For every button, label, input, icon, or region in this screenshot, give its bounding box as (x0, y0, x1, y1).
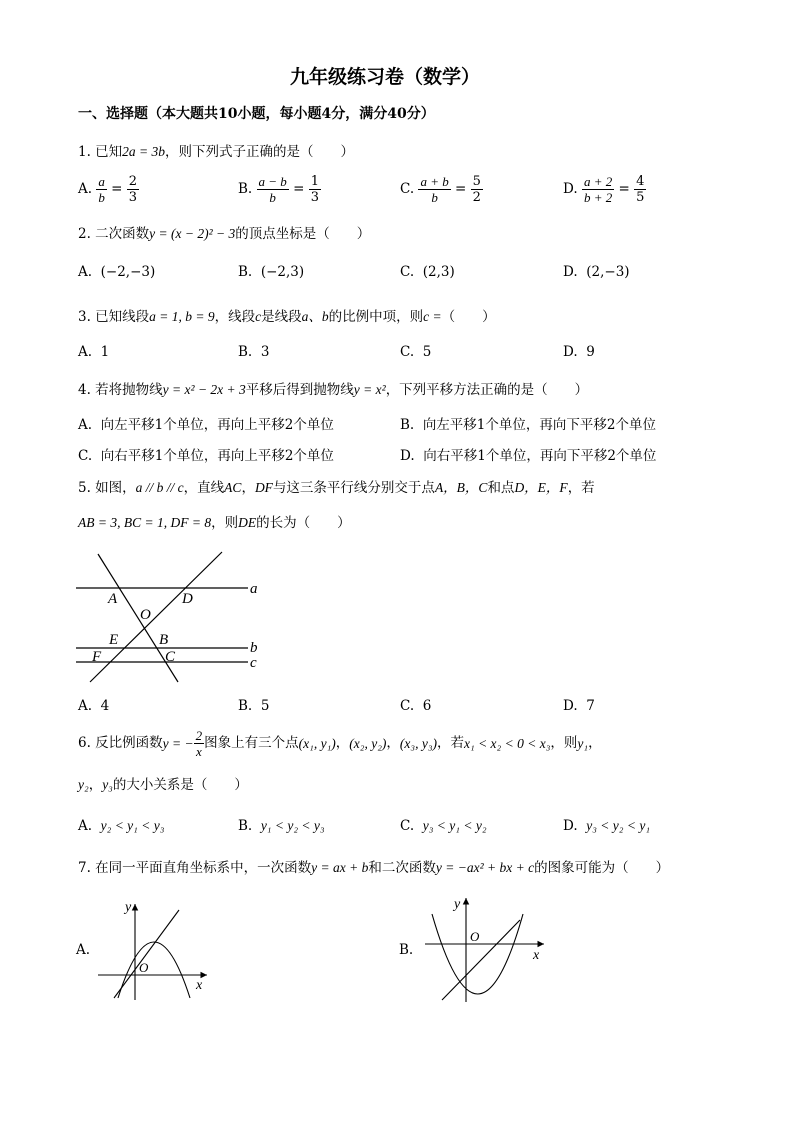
q5-pts2: D，E，F (514, 480, 568, 495)
q2-option-b[interactable] (238, 266, 304, 280)
denominator: b (269, 190, 276, 205)
y-label: y (454, 897, 461, 912)
denominator: 3 (310, 190, 319, 205)
question-2-stem (78, 227, 370, 242)
q5-mid2: ，则 (211, 515, 239, 531)
y-label: y (125, 900, 132, 915)
q4-stem-mid: 平移后得到抛物线 (245, 382, 354, 398)
section-heading: 一、选择题（本大题共10小题，每小题4分，满分40分） (78, 106, 435, 122)
option-label: D. (563, 818, 578, 834)
q3-option-c[interactable] (400, 346, 431, 360)
q3-stem-mid2: 是线段 (261, 309, 302, 325)
numerator: a (98, 174, 105, 189)
option-label: A. (78, 344, 93, 360)
option-text: 向左平移1个单位，再向下平移2个单位 (422, 417, 656, 433)
question-3-stem (78, 310, 496, 325)
option-text: (−2,3) (260, 264, 305, 280)
q6-fraction (194, 728, 205, 759)
q2-stem-post: 的顶点坐标是（ ） (235, 226, 371, 242)
question-7-stem (78, 861, 669, 876)
question-1-stem (78, 145, 354, 160)
q7-mid: 和二次函数 (368, 860, 436, 876)
fraction (471, 174, 483, 205)
denominator: x (196, 744, 202, 759)
q6-p1: (x₁, y₁) (298, 736, 336, 751)
option-text: (2,3) (422, 264, 455, 280)
q6-y1: y₁ (577, 736, 589, 751)
q5-end: ，若 (567, 480, 595, 496)
q6-option-c[interactable] (400, 819, 487, 834)
numerator: a + b (420, 174, 449, 189)
q6-p3: (x₃, y₃) (399, 736, 438, 751)
option-label: B. (238, 181, 253, 197)
denominator: b (98, 190, 105, 205)
option-text: 1 (100, 344, 110, 360)
option-label: A. (78, 417, 93, 433)
q2-option-a[interactable] (78, 266, 155, 280)
option-label: C. (400, 818, 415, 834)
label-E: E (109, 632, 119, 648)
q3-stem-expr: a = 1, b = 9 (149, 309, 215, 324)
option-text: 9 (586, 344, 595, 360)
denominator: b (431, 190, 438, 205)
q1-option-a[interactable]: A. $\frac{a}{b}$ = $\frac{2}{3}$ (78, 174, 138, 205)
q5-df: DF (254, 480, 273, 495)
q7-option-a-graph[interactable] (92, 894, 222, 1004)
q3-option-a[interactable] (78, 346, 109, 360)
q1-option-b[interactable]: B. $\frac{a - b}{b}$ = $\frac{1}{3}$ (238, 174, 319, 205)
option-label: C. (400, 344, 415, 360)
option-text: (2,−3) (586, 264, 630, 280)
q5-pts1: A，B，C (434, 480, 488, 495)
q5-post: 与这三条平行线分别交于点 (272, 480, 435, 496)
q2-option-d[interactable] (563, 266, 630, 280)
q5-and: 和点 (487, 480, 515, 496)
option-text: (−2,−3) (100, 264, 156, 280)
option-text: y₃ < y₁ < y₂ (422, 818, 487, 833)
q6-option-d[interactable] (563, 819, 650, 834)
denominator: 3 (128, 190, 138, 205)
q6-y3: y₃ (102, 777, 113, 792)
option-text: 5 (260, 698, 270, 714)
q5-option-c[interactable] (400, 700, 431, 714)
q4-option-a[interactable] (78, 419, 334, 433)
fraction (634, 174, 646, 205)
q4-option-c[interactable] (78, 450, 334, 464)
fraction (96, 174, 107, 205)
page-title: 九年级练习卷（数学） (290, 66, 481, 88)
fraction (127, 174, 139, 205)
q1-stem-expr: 2a = 3b (122, 144, 166, 159)
label-b: b (250, 640, 258, 656)
option-label: A. (78, 181, 93, 197)
option-label: C. (400, 264, 415, 280)
question-4-stem (78, 383, 588, 398)
option-text: y₁ < y₂ < y₃ (260, 818, 325, 833)
option-label: B. (238, 698, 253, 714)
q6-mid: 图象上有三个点 (204, 735, 299, 751)
q6-then: ，则 (550, 735, 578, 751)
label-A: A (108, 591, 118, 607)
q5-ac: AC (224, 480, 242, 495)
question-5-stem-line1 (78, 481, 595, 496)
q3-stem-ab: a、b (301, 309, 329, 324)
label-a: a (250, 581, 258, 597)
q1-option-d[interactable]: D. $\frac{a + 2}{b + 2}$ = $\frac{4}{5}$ (563, 174, 645, 205)
q6-cond: x₁ < x₂ < 0 < x₃ (464, 736, 551, 751)
q7-option-a-label[interactable]: A. (76, 942, 91, 958)
q4-option-d[interactable] (400, 450, 656, 464)
option-text: 4 (100, 698, 110, 714)
q5-post2: 的长为（ ） (256, 515, 351, 531)
origin-label: O (470, 929, 480, 944)
option-label: B. (400, 417, 415, 433)
q1-stem-pre: 1. 已知 (78, 144, 123, 160)
numerator: a + 2 (583, 174, 613, 189)
q4-stem-expr2: y = x² (353, 382, 386, 397)
option-text: y₃ < y₂ < y₁ (586, 818, 651, 833)
q2-stem-expr: y = (x − 2)² − 3 (149, 226, 236, 241)
label-O: O (140, 607, 151, 623)
q3-stem-pre: 3. 已知线段 (78, 309, 150, 325)
q3-stem-ceq: c = (423, 309, 442, 324)
fraction (418, 174, 450, 205)
q6-cond-pre: ，若 (437, 735, 465, 751)
q7-pre: 7. 在同一平面直角坐标系中，一次函数 (78, 860, 312, 876)
q5-option-d[interactable] (563, 700, 595, 714)
q4-stem-expr1: y = x² − 2x + 3 (162, 382, 246, 397)
option-label: C. (400, 181, 415, 197)
fraction (582, 174, 614, 205)
label-B: B (159, 632, 169, 648)
option-text: 3 (260, 344, 270, 360)
option-text: 7 (586, 698, 595, 714)
q3-option-b[interactable] (238, 346, 269, 360)
fraction (257, 174, 289, 205)
q2-option-c[interactable] (400, 266, 455, 280)
option-text: y₂ < y₁ < y₃ (100, 818, 165, 833)
parabola-graph (118, 942, 190, 998)
q6-y: y = − (162, 736, 194, 751)
q1-stem-post: ，则下列式子正确的是（ ） (165, 144, 355, 160)
q5-mid: ，直线 (183, 480, 225, 496)
linear-graph (114, 910, 179, 998)
q5-option-a[interactable] (78, 700, 109, 714)
option-label: D. (563, 344, 578, 360)
option-label: A. (78, 698, 93, 714)
option-text: 5 (422, 344, 432, 360)
q1-option-c[interactable]: C. $\frac{a + b}{b}$ = $\frac{5}{2}$ (400, 174, 481, 205)
q7-expr1: y = ax + b (311, 860, 369, 875)
fraction (309, 174, 321, 205)
q2-stem-pre: 2. 二次函数 (78, 226, 150, 242)
question-6-stem-line2: y₂，y₃的大小关系是（ ） (78, 777, 248, 793)
option-text: 向左平移1个单位，再向上平移2个单位 (100, 417, 334, 433)
option-text: 向右平移1个单位，再向下平移2个单位 (423, 448, 657, 464)
option-label: D. (563, 264, 578, 280)
q3-option-d[interactable] (563, 346, 595, 360)
option-text: 6 (422, 698, 432, 714)
q6-option-b[interactable] (238, 819, 325, 834)
q5-comma: ， (241, 480, 255, 496)
option-label: A. (78, 818, 93, 834)
q5-option-b[interactable] (238, 700, 269, 714)
label-C: C (165, 649, 176, 665)
q3-stem-c: c (255, 309, 262, 324)
q3-stem-post: （ ） (441, 309, 496, 325)
q7-expr2: y = −ax² + bx + c (435, 860, 535, 875)
option-text: 向右平移1个单位，再向上平移2个单位 (100, 448, 334, 464)
q5-expr2: AB = 3, BC = 1, DF = 8 (78, 515, 212, 530)
q3-stem-mid1: ，线段 (214, 309, 256, 325)
label-F: F (92, 649, 102, 665)
label-c: c (250, 655, 257, 671)
label-D: D (182, 591, 193, 607)
denominator: b + 2 (583, 190, 613, 205)
question-5-stem-line2 (78, 516, 351, 531)
option-label: D. (563, 698, 578, 714)
question-6-stem-line1: 6. 反比例函数y = − $\frac{2}{x}$ 图象上有三个点(x₁, y₁)，(x₂, y₂)，(x₃, y₃)，若x₁ < x₂ < 0 < x₃，则y₁， (78, 728, 602, 759)
denominator: 5 (636, 190, 645, 205)
option-label: B. (238, 818, 253, 834)
q7-option-b-label[interactable]: B. (399, 942, 414, 958)
option-label: B. (238, 264, 253, 280)
origin-label: O (139, 960, 149, 975)
linear-graph (442, 920, 520, 1000)
q5-figure (72, 548, 272, 688)
numerator: 2 (195, 728, 203, 743)
option-label: D. (563, 181, 578, 197)
q3-stem-mid3: 的比例中项，则 (328, 309, 424, 325)
q6-post: 的大小关系是（ ） (112, 777, 248, 793)
q6-option-a[interactable] (78, 819, 164, 834)
q5-pre: 5. 如图， (78, 480, 136, 496)
option-label: A. (78, 264, 93, 280)
q6-p2: (x₂, y₂) (349, 736, 387, 751)
option-label: D. (400, 448, 415, 464)
numerator: 1 (310, 174, 319, 189)
option-label: C. (400, 698, 415, 714)
option-label: C. (78, 448, 93, 464)
q5-expr: a // b // c (135, 480, 184, 495)
numerator: 5 (472, 174, 481, 189)
q5-de: DE (238, 515, 257, 530)
x-label: x (196, 978, 203, 993)
parabola-graph (432, 914, 523, 994)
numerator: 2 (128, 174, 138, 189)
q4-stem-post: ，下列平移方法正确的是（ ） (385, 382, 589, 398)
q7-option-b-graph[interactable] (420, 892, 555, 1007)
q4-option-b[interactable] (400, 419, 656, 433)
q6-y2: y₂ (78, 777, 89, 792)
numerator: a − b (258, 174, 287, 189)
denominator: 2 (472, 190, 481, 205)
numerator: 4 (636, 174, 645, 189)
q6-pre: 6. 反比例函数 (78, 735, 163, 751)
q4-stem-pre: 4. 若将抛物线 (78, 382, 163, 398)
q7-post: 的图象可能为（ ） (534, 860, 670, 876)
option-label: B. (238, 344, 253, 360)
x-label: x (533, 948, 540, 963)
